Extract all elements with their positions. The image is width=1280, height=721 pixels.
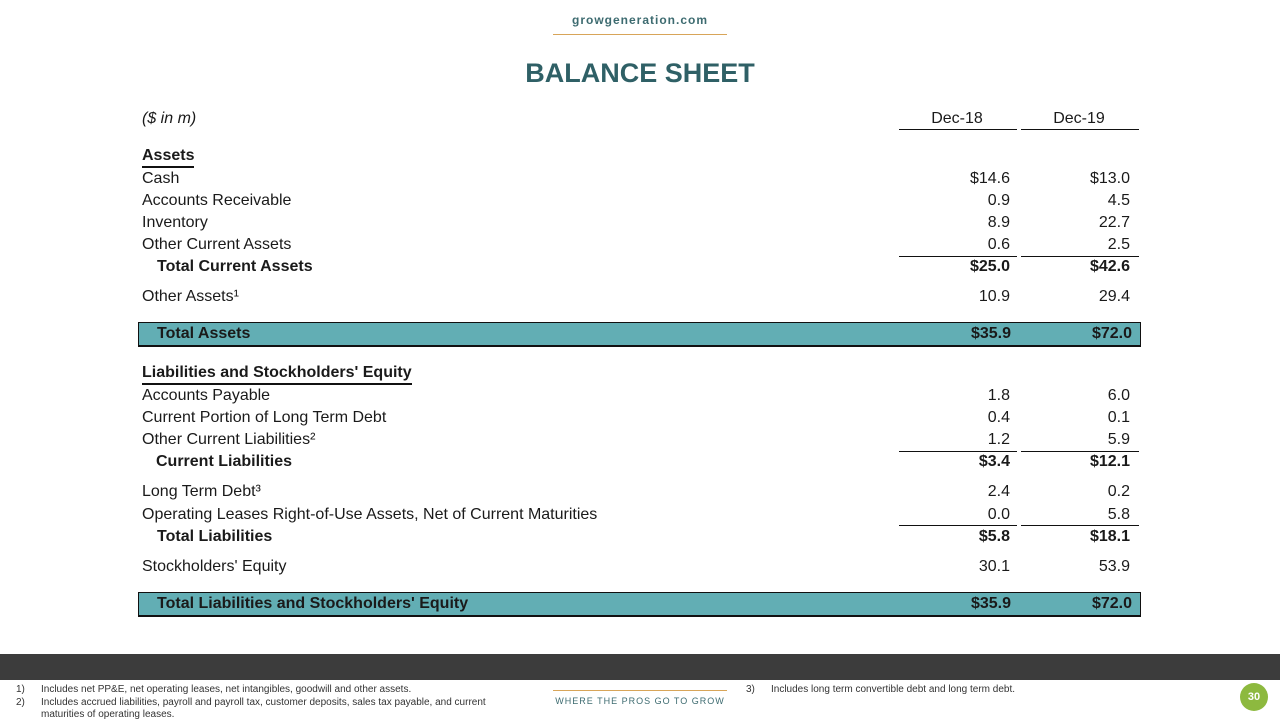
value-dec18: $35.9 — [970, 325, 1011, 342]
footnote-text: Includes net PP&E, net operating leases, net intangibles, goodwill and other assets. — [41, 684, 412, 695]
row-label: Cash — [142, 170, 180, 187]
footnote-number: 1) — [16, 684, 25, 695]
value-dec19: $13.0 — [1089, 170, 1130, 187]
value-dec18: $5.8 — [978, 528, 1010, 545]
table-row — [142, 212, 1138, 234]
row-label: Long Term Debt³ — [142, 483, 261, 500]
footnote-text: Includes accrued liabilities, payroll and payroll tax, customer deposits, sales tax payable, and current — [41, 697, 486, 708]
row-label: Total Liabilities and Stockholders' Equity — [157, 595, 469, 612]
row-label: Stockholders' Equity — [142, 558, 287, 575]
page-title: BALANCE SHEET — [525, 58, 755, 88]
header-rule-dec19 — [1021, 129, 1139, 130]
value-dec18: 0.9 — [987, 192, 1010, 209]
page-number-badge: 30 — [1240, 683, 1268, 711]
table-row — [142, 385, 1138, 407]
column-header-row — [142, 108, 1138, 130]
liabilities-heading: Liabilities and Stockholders' Equity — [142, 363, 412, 385]
table-row — [142, 504, 1138, 526]
value-dec18: 1.8 — [987, 387, 1010, 404]
value-dec19: 0.2 — [1107, 483, 1130, 500]
value-dec19: $18.1 — [1089, 528, 1130, 545]
row-label: Operating Leases Right-of-Use Assets, Net of Current Maturities — [142, 506, 598, 523]
value-dec19: 29.4 — [1098, 288, 1130, 305]
total-assets-band — [138, 322, 1141, 347]
value-dec18: $14.6 — [969, 170, 1010, 187]
value-dec19: 5.8 — [1107, 506, 1130, 523]
total-current-assets-row — [142, 256, 1138, 278]
value-dec18: 0.4 — [987, 409, 1010, 426]
row-label: Other Assets¹ — [142, 288, 239, 305]
value-dec18: 2.4 — [987, 483, 1010, 500]
table-row — [142, 481, 1138, 503]
row-label: Accounts Payable — [142, 387, 271, 404]
assets-heading-row — [142, 146, 1138, 168]
value-dec19: 4.5 — [1107, 192, 1130, 209]
header-divider — [553, 34, 727, 35]
row-label: Total Assets — [157, 325, 251, 342]
table-row — [142, 190, 1138, 212]
row-label: Inventory — [142, 214, 208, 231]
footnote-text: maturities of operating leases. — [41, 709, 175, 720]
value-dec19: 0.1 — [1107, 409, 1130, 426]
value-dec19: 2.5 — [1107, 236, 1130, 253]
row-label: Total Liabilities — [157, 528, 273, 545]
value-dec19: $42.6 — [1089, 258, 1130, 275]
value-dec18: 30.1 — [978, 558, 1010, 575]
value-dec19: 22.7 — [1098, 214, 1130, 231]
value-dec19: $72.0 — [1091, 595, 1132, 612]
value-dec18: 0.6 — [987, 236, 1010, 253]
column-header-dec18: Dec-18 — [931, 110, 983, 127]
liabilities-heading-row — [142, 363, 1138, 385]
units-label: ($ in m) — [142, 110, 197, 127]
value-dec18: $25.0 — [969, 258, 1010, 275]
row-label: Other Current Liabilities² — [142, 431, 316, 448]
table-row — [142, 429, 1138, 451]
value-dec19: $12.1 — [1089, 453, 1130, 470]
tagline: WHERE THE PROS GO TO GROW — [555, 696, 725, 706]
value-dec18: 8.9 — [987, 214, 1010, 231]
table-row — [142, 234, 1138, 256]
total-liabilities-row — [142, 526, 1138, 548]
footnote-number: 2) — [16, 697, 25, 708]
footnote-text: Includes long term convertible debt and long term debt. — [771, 684, 1016, 695]
stockholders-equity-row — [142, 556, 1138, 578]
row-label: Other Current Assets — [142, 236, 292, 253]
value-dec19: 6.0 — [1107, 387, 1130, 404]
value-dec19: 53.9 — [1098, 558, 1130, 575]
row-label: Current Portion of Long Term Debt — [142, 409, 387, 426]
other-assets-row — [142, 286, 1138, 308]
site-url: growgeneration.com — [571, 13, 708, 27]
value-dec18: $35.9 — [970, 595, 1011, 612]
total-liabilities-equity-band — [138, 592, 1141, 617]
row-label: Total Current Assets — [157, 258, 313, 275]
current-liabilities-row — [142, 451, 1138, 473]
value-dec18: $3.4 — [978, 453, 1010, 470]
footer-bar — [0, 654, 1280, 680]
header-rule-dec18 — [899, 129, 1017, 130]
row-label: Current Liabilities — [156, 453, 293, 470]
tagline-divider — [553, 690, 727, 691]
value-dec18: 0.0 — [987, 506, 1010, 523]
table-row — [142, 407, 1138, 429]
value-dec18: 10.9 — [978, 288, 1010, 305]
table-row — [142, 168, 1138, 190]
value-dec19: $72.0 — [1091, 325, 1132, 342]
value-dec18: 1.2 — [987, 431, 1010, 448]
row-label: Accounts Receivable — [142, 192, 292, 209]
footnote-number: 3) — [746, 684, 755, 695]
value-dec19: 5.9 — [1107, 431, 1130, 448]
assets-heading: Assets — [142, 146, 194, 168]
column-header-dec19: Dec-19 — [1053, 110, 1105, 127]
